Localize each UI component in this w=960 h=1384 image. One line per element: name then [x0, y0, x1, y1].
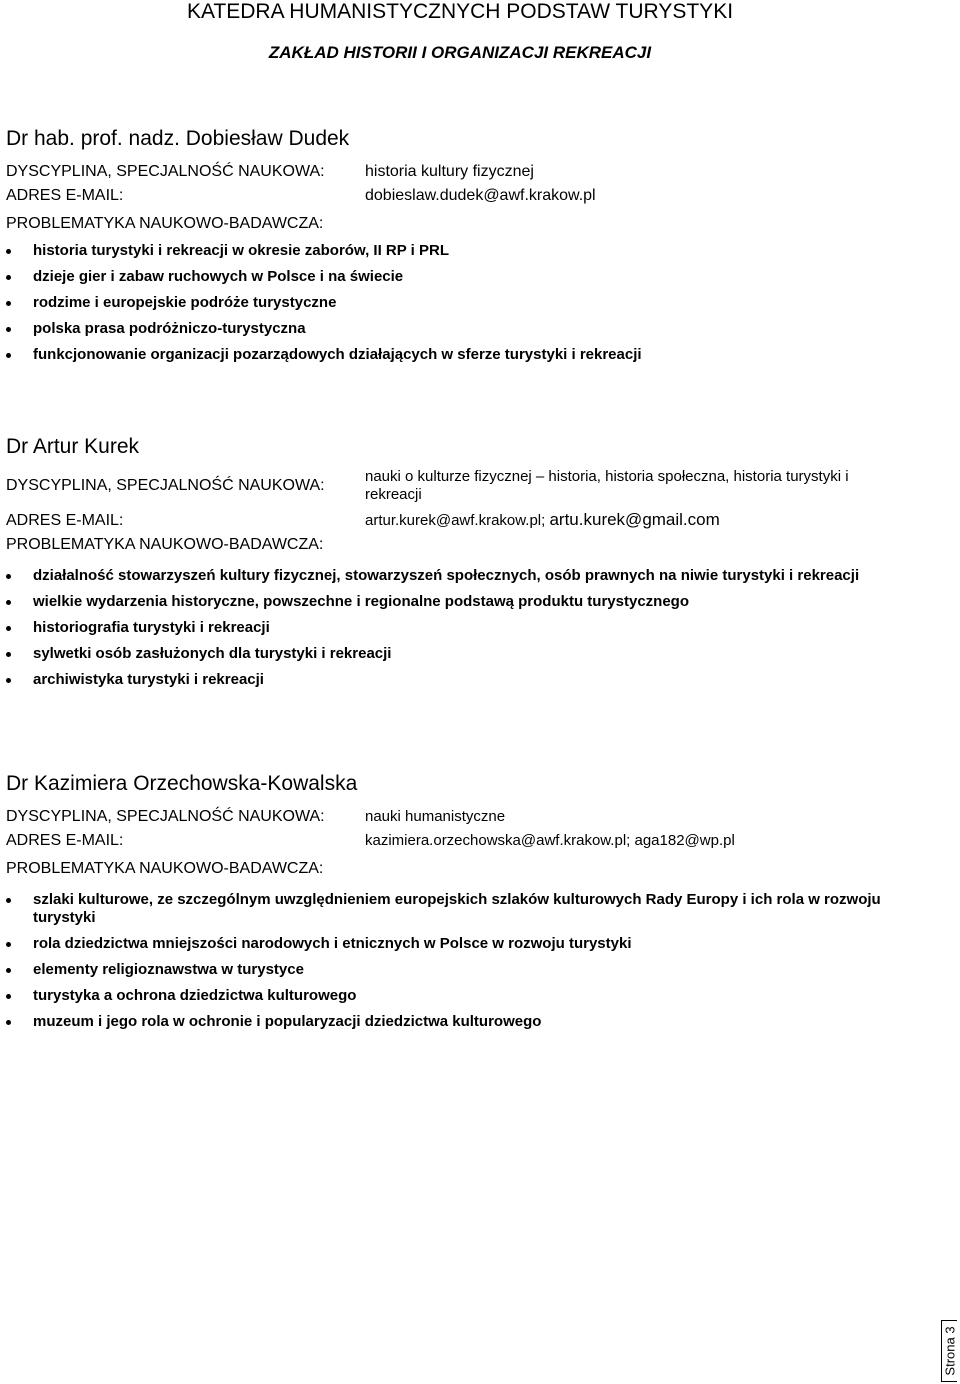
bullet-icon: [6, 942, 11, 947]
discipline-label: DYSCYPLINA, SPECJALNOŚĆ NAUKOWA:: [6, 477, 325, 494]
list-item: historiografia turystyki i rekreacji: [6, 619, 906, 637]
list-item: wielkie wydarzenia historyczne, powszechne i regionalne podstawą produktu turystycznego: [6, 593, 906, 611]
topic-list: [6, 891, 906, 1031]
bullet-icon: [6, 574, 11, 579]
bullet-icon: [6, 994, 11, 999]
list-item: funkcjonowanie organizacji pozarządowych działających w sferze turystyki i rekreacji: [6, 346, 906, 364]
discipline-value: nauki humanistyczne: [365, 808, 506, 825]
person-section-orzechowska: [6, 771, 906, 1039]
discipline-label: DYSCYPLINA, SPECJALNOŚĆ NAUKOWA:: [6, 808, 325, 825]
research-label: PROBLEMATYKA NAUKOWO-BADAWCZA:: [6, 536, 324, 553]
bullet-icon: [6, 301, 11, 306]
bullet-icon: [6, 600, 11, 605]
bullet-icon: [6, 968, 11, 973]
bullet-icon: [6, 626, 11, 631]
email-label: ADRES E-MAIL:: [6, 832, 124, 849]
page-number-label: Strona 3: [942, 1326, 957, 1376]
bullet-icon: [6, 353, 11, 358]
list-item: turystyka a ochrona dziedzictwa kulturowego: [6, 987, 906, 1005]
bullet-icon: [6, 1020, 11, 1025]
bullet-icon: [6, 678, 11, 683]
bullet-icon: [6, 898, 11, 903]
email-value[interactable]: dobieslaw.dudek@awf.krakow.pl: [365, 187, 596, 204]
list-item: archiwistyka turystyki i rekreacji: [6, 671, 906, 689]
list-item: rola dziedzictwa mniejszości narodowych i etnicznych w Polsce w rozwoju turystyki: [6, 935, 906, 953]
list-item: elementy religioznawstwa w turystyce: [6, 961, 906, 979]
discipline-value: historia kultury fizycznej: [365, 163, 534, 180]
email-label: ADRES E-MAIL:: [6, 187, 124, 204]
bullet-icon: [6, 249, 11, 254]
list-item: sylwetki osób zasłużonych dla turystyki i rekreacji: [6, 645, 906, 663]
bullet-icon: [6, 327, 11, 332]
bullet-icon: [6, 652, 11, 657]
list-item: polska prasa podróżniczo-turystyczna: [6, 320, 906, 338]
list-item: działalność stowarzyszeń kultury fizycznej, stowarzyszeń społecznych, osób prawnych na niwie turystyki i rekreacji: [6, 567, 906, 585]
list-item: szlaki kulturowe, ze szczególnym uwzględnieniem europejskich szlaków kulturowych Rady Europy i ich rola w rozwoju turystyki: [6, 891, 906, 927]
bullet-icon: [6, 275, 11, 280]
email-value[interactable]: kazimiera.orzechowska@awf.krakow.pl; aga182@wp.pl: [365, 832, 735, 849]
list-item: dzieje gier i zabaw ruchowych w Polsce i na świecie: [6, 268, 906, 286]
person-name: Dr hab. prof. nadz. Dobiesław Dudek: [6, 127, 350, 150]
research-label: PROBLEMATYKA NAUKOWO-BADAWCZA:: [6, 860, 324, 877]
list-item: muzeum i jego rola w ochronie i popularyzacji dziedzictwa kulturowego: [6, 1013, 906, 1031]
list-item: historia turystyki i rekreacji w okresie zaborów, II RP i PRL: [6, 242, 906, 260]
email-label: ADRES E-MAIL:: [6, 512, 124, 529]
discipline-value: nauki o kulturze fizycznej – historia, historia społeczna, historia turystyki i rekreacji: [365, 468, 849, 503]
topic-list: [6, 242, 906, 364]
person-section-kurek: [6, 434, 906, 697]
department-title: KATEDRA HUMANISTYCZNYCH PODSTAW TURYSTYKI: [186, 0, 734, 23]
unit-subtitle: ZAKŁAD HISTORII I ORGANIZACJI REKREACJI: [268, 43, 652, 62]
person-name: Dr Artur Kurek: [6, 435, 140, 458]
person-name: Dr Kazimiera Orzechowska-Kowalska: [6, 772, 358, 795]
list-item: rodzime i europejskie podróże turystyczne: [6, 294, 906, 312]
email-value[interactable]: artur.kurek@awf.krakow.pl; artu.kurek@gmail.com: [365, 510, 720, 529]
research-label: PROBLEMATYKA NAUKOWO-BADAWCZA:: [6, 215, 324, 232]
topic-list: [6, 567, 906, 689]
page-number: [941, 1320, 957, 1382]
person-section-dudek: [6, 126, 906, 372]
discipline-label: DYSCYPLINA, SPECJALNOŚĆ NAUKOWA:: [6, 163, 325, 180]
